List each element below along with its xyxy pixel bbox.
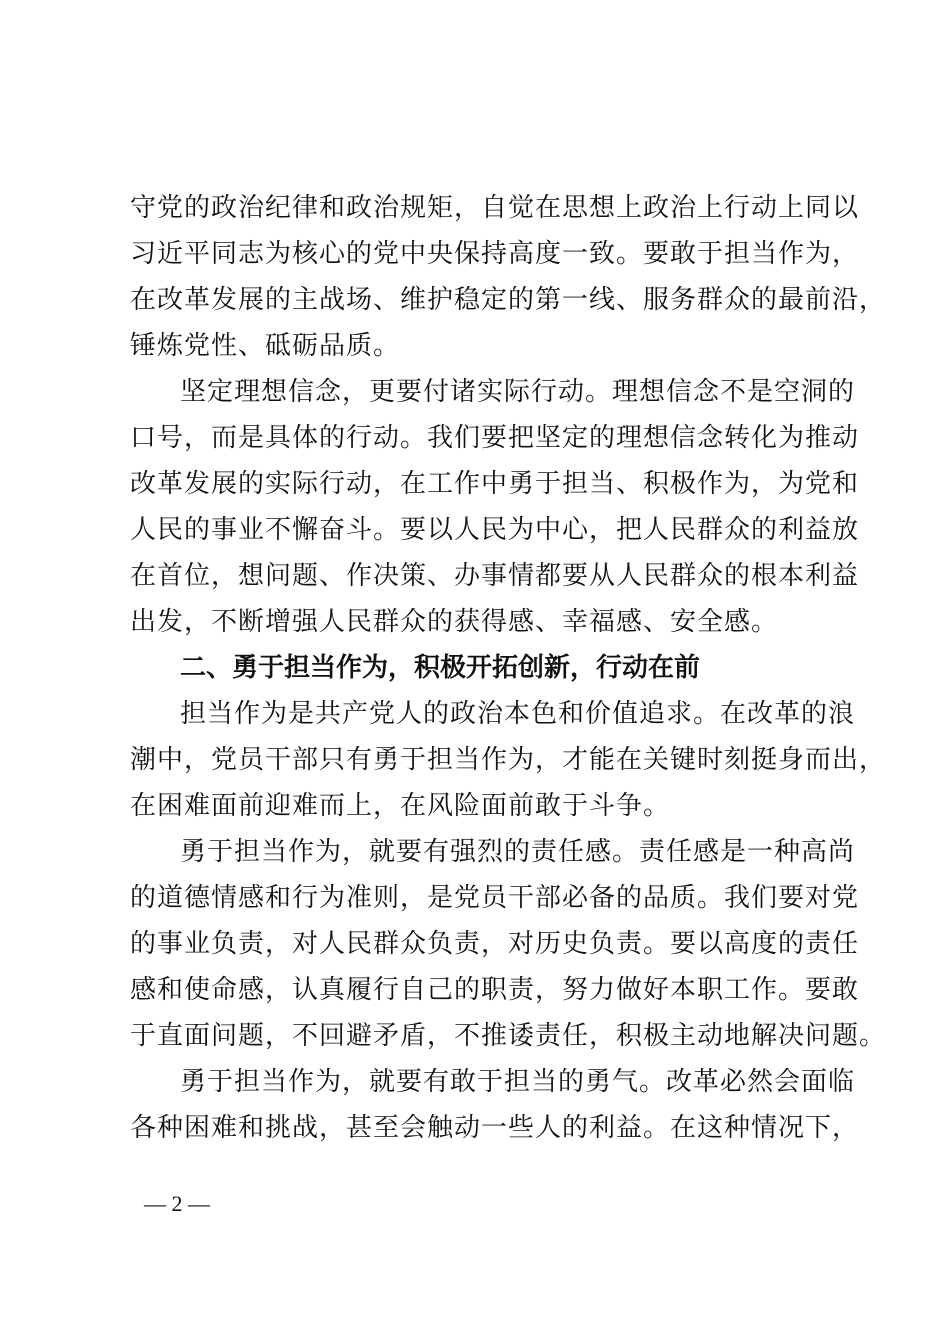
body-text-line: 出发，不断增强人民群众的获得感、幸福感、安全感。 [130,607,779,637]
page-number: — 2 — [144,1191,210,1216]
body-text-line: 锤炼党性、砥砺品质。 [130,331,401,361]
body-text-line: 各种困难和挑战，甚至会触动一些人的利益。在这种情况下， [130,1113,860,1143]
body-text-line: 改革发展的实际行动，在工作中勇于担当、积极作为，为党和 [130,469,860,499]
body-text-line: 的道德情感和行为准则，是党员干部必备的品质。我们要对党 [130,883,860,913]
body-text-line: 感和使命感，认真履行自己的职责，努力做好本职工作。要敢 [130,975,860,1005]
body-text-line: 人民的事业不懈奋斗。要以人民为中心，把人民群众的利益放 [130,515,860,545]
body-text-line: 在首位，想问题、作决策、办事情都要从人民群众的根本利益 [130,561,860,591]
body-text-line: 在改革发展的主战场、维护稳定的第一线、服务群众的最前沿， [130,285,887,315]
paragraph-first-line: 勇于担当作为，就要有强烈的责任感。责任感是一种高尚 [180,837,856,867]
body-text-line: 潮中，党员干部只有勇于担当作为，才能在关键时刻挺身而出， [130,745,887,775]
section-heading: 二、勇于担当作为，积极开拓创新，行动在前 [180,653,701,683]
paragraph-first-line: 坚定理想信念，更要付诸实际行动。理想信念不是空洞的 [180,377,856,407]
body-text-line: 口号，而是具体的行动。我们要把坚定的理想信念转化为推动 [130,423,860,453]
body-text-line: 习近平同志为核心的党中央保持高度一致。要敢于担当作为， [130,239,860,269]
body-text-line: 在困难面前迎难而上，在风险面前敢于斗争。 [130,791,671,821]
paragraph-first-line: 担当作为是共产党人的政治本色和价值追求。在改革的浪 [180,699,856,729]
body-text-line: 于直面问题，不回避矛盾，不推诿责任，积极主动地解决问题。 [130,1021,887,1051]
paragraph-first-line: 勇于担当作为，就要有敢于担当的勇气。改革必然会面临 [180,1067,856,1097]
body-text-line: 守党的政治纪律和政治规矩，自觉在思想上政治上行动上同以 [130,193,860,223]
body-text-line: 的事业负责，对人民群众负责，对历史负责。要以高度的责任 [130,929,860,959]
